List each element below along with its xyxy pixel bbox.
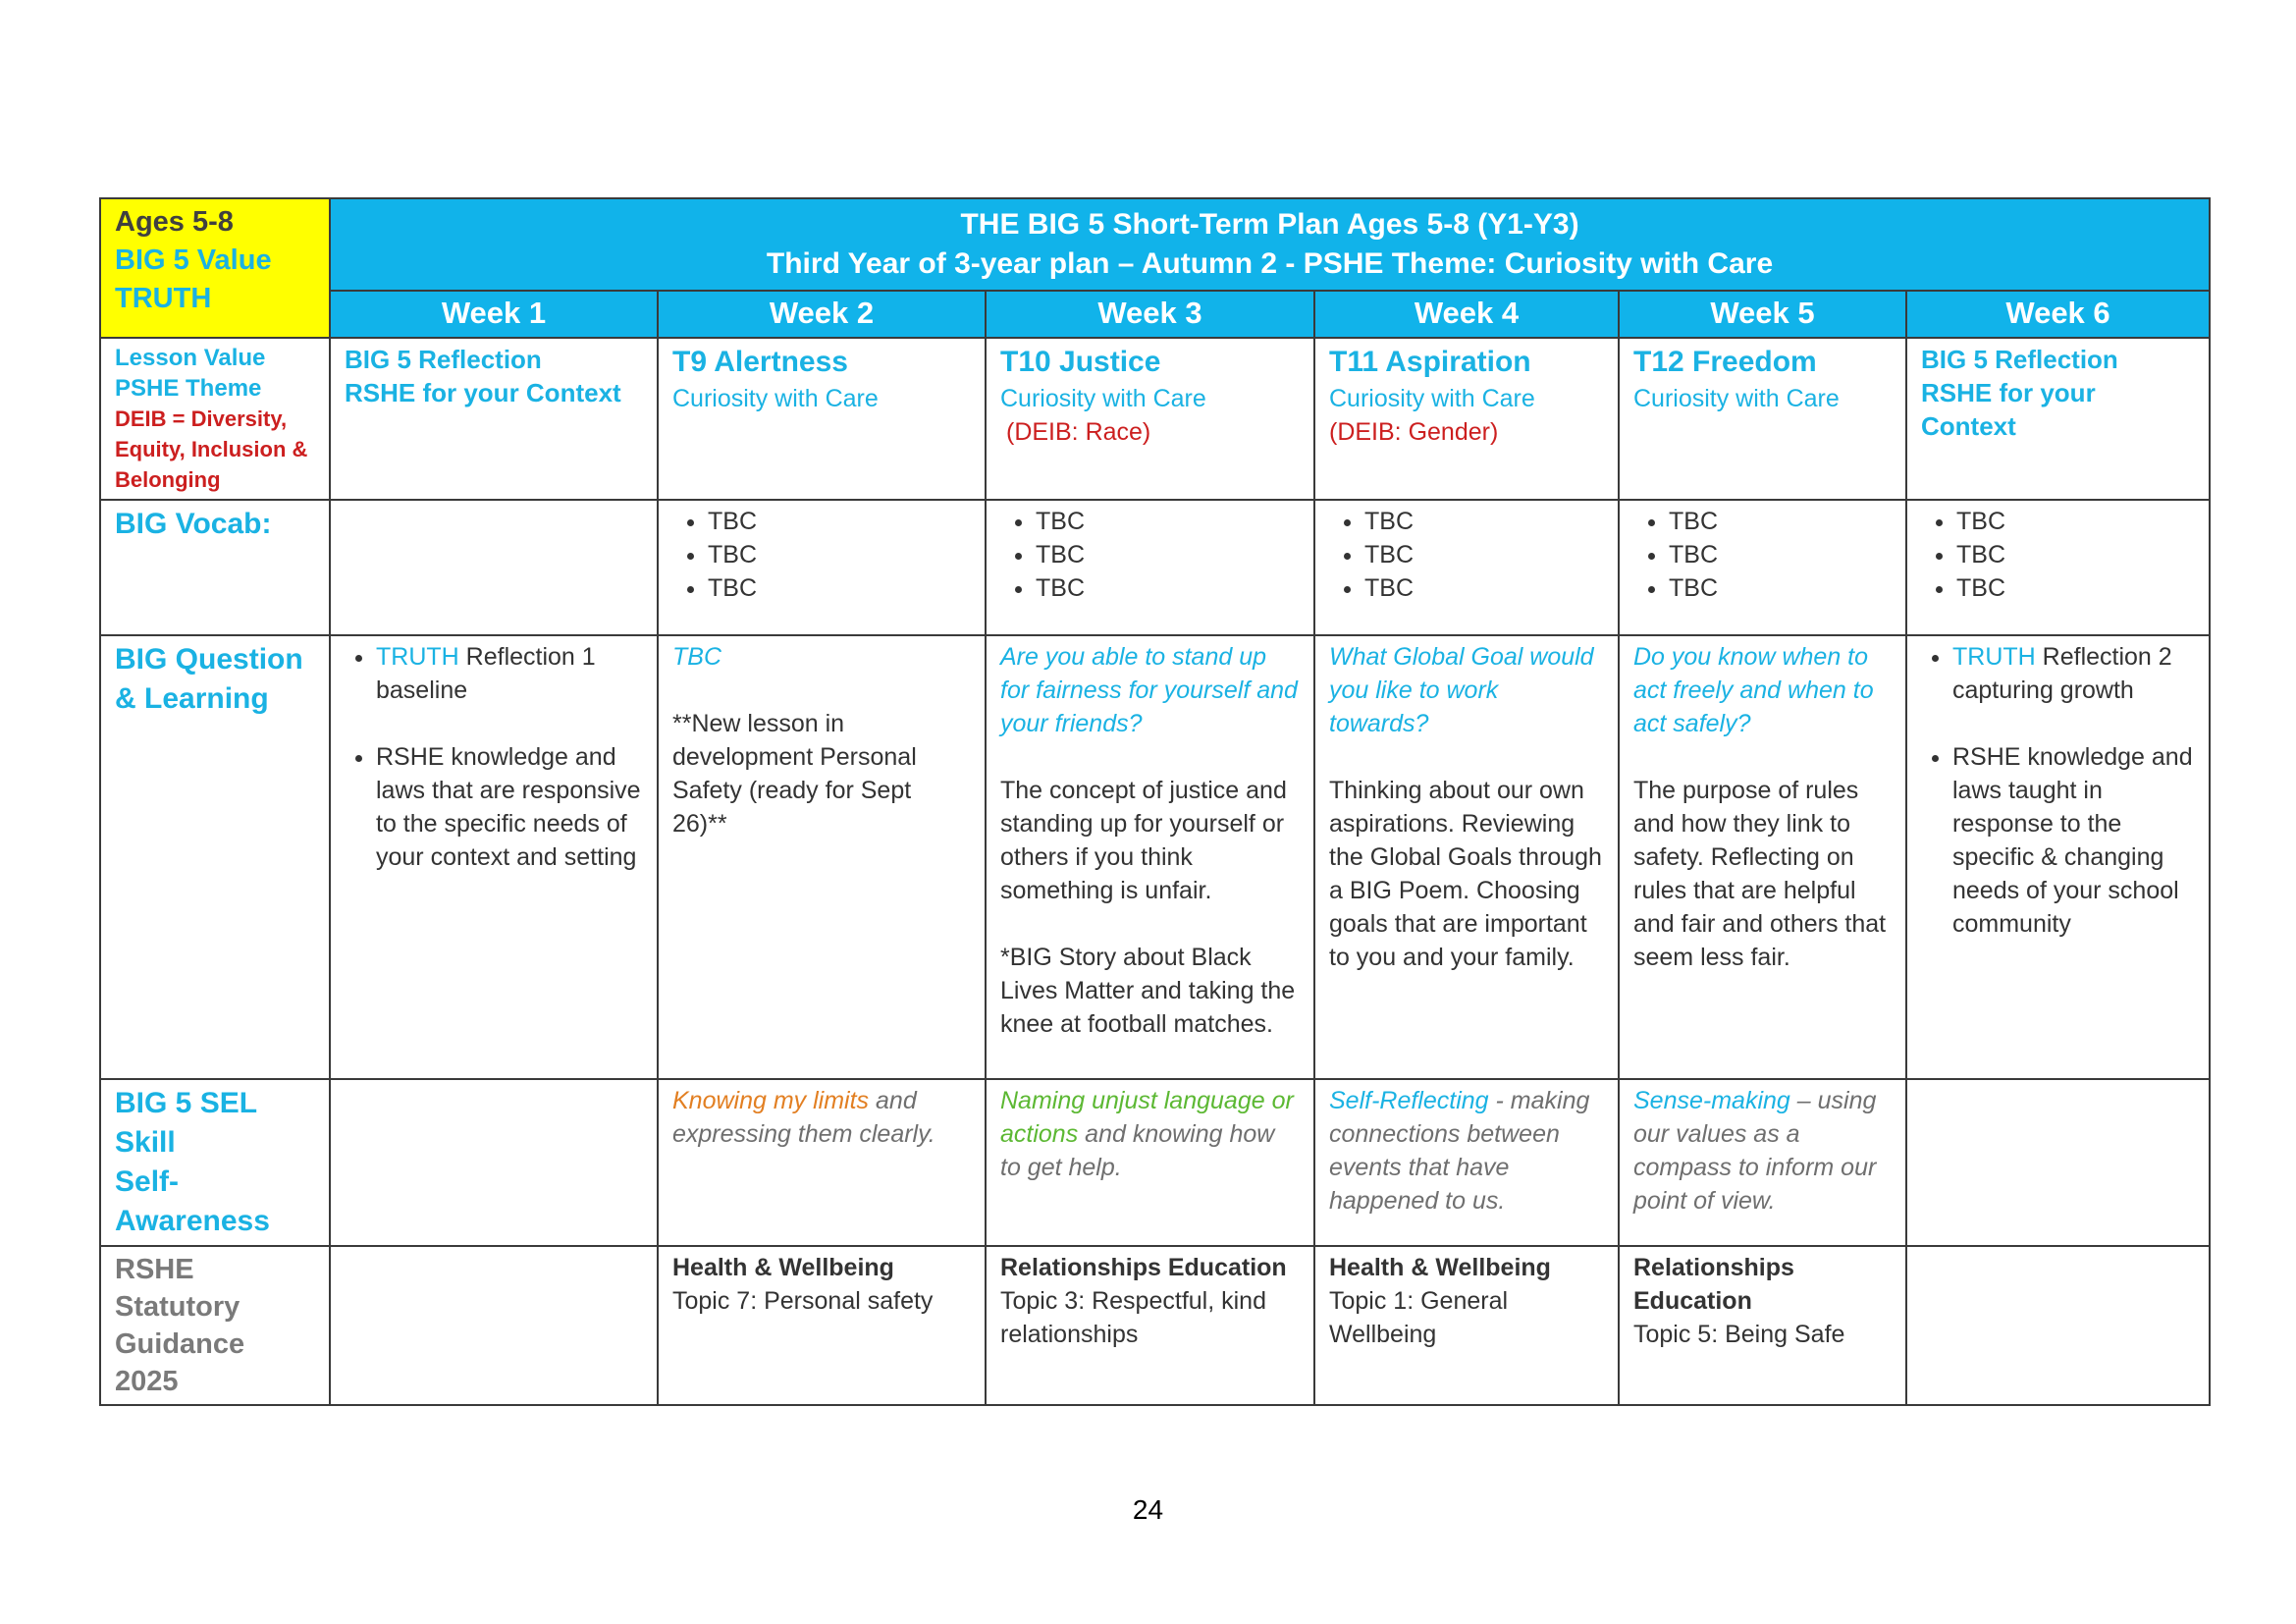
week-header-5: Week 5 [1619,291,1906,338]
vocab-item: • TBC [1956,538,2195,571]
sel-text: and expressing them clearly. [672,1087,935,1148]
lesson-week-2 [658,338,986,500]
short-term-plan-table [99,197,2211,1406]
learning-text: Thinking about our own aspirations. Reviewing the Global Goals through a BIG Poem. Choosing goals that are important to you and your family. [1329,777,1602,971]
rshe-week-2 [658,1246,986,1405]
vocab-item: • TBC [1036,571,1300,605]
rshe-topic: Topic 1: General Wellbeing [1329,1287,1509,1348]
value-label: BIG 5 Value [115,244,272,276]
rshe-topic: Topic 7: Personal safety [672,1287,934,1315]
lesson-title: T9 Alertness [672,346,848,378]
lesson-title: T10 Justice [1000,346,1161,378]
title-line-1: THE BIG 5 Short-Term Plan Ages 5-8 (Y1-Y3) [960,208,1579,241]
vocab-item: • TBC [1669,538,1892,571]
vocab-item: • TBC [708,538,971,571]
lesson-theme: Curiosity with Care [1329,385,1535,412]
list-item [1952,640,2195,707]
rshe-title: Relationships Education [1633,1254,1794,1315]
lesson-subtitle: RSHE for your Context [1921,378,2096,441]
lesson-subtitle: RSHE for your Context [345,378,621,407]
rshe-week-6 [1906,1246,2210,1405]
rshe-topic: Topic 5: Being Safe [1633,1321,1845,1348]
list-item: • RSHE knowledge and laws taught in response to the specific & changing needs of your school community [1952,740,2195,941]
vocab-week-3 [986,500,1314,635]
week-header-3: Week 3 [986,291,1314,338]
week-header-1: Week 1 [330,291,658,338]
question-week-4 [1314,635,1619,1079]
vocab-item: • TBC [1036,538,1300,571]
vocab-head: BIG Vocab: [100,500,330,635]
lesson-deib: (DEIB: Gender) [1329,418,1499,446]
pshe-theme-label: PSHE Theme [115,375,262,402]
sel-text: – using our values as a compass to inform our point of view. [1633,1087,1877,1215]
vocab-week-4 [1314,500,1619,635]
vocab-item: • TBC [1669,571,1892,605]
lesson-value-label: Lesson Value [115,345,266,371]
rshe-title: Health & Wellbeing [1329,1254,1551,1281]
lesson-title: BIG 5 Reflection [1921,345,2118,374]
vocab-item: • TBC [1956,571,2195,605]
vocab-list [1921,505,2195,605]
lesson-theme: Curiosity with Care [1633,385,1840,412]
sel-highlight: Self-Reflecting [1329,1087,1489,1114]
list-item-text: Reflection 2 capturing growth [1952,643,2172,704]
rshe-head: RSHE Statutory Guidance 2025 [100,1246,330,1405]
vocab-list [1329,505,1604,605]
vocab-item: • TBC [708,571,971,605]
sel-week-2 [658,1079,986,1246]
sel-text: and knowing how to get help. [1000,1120,1275,1181]
vocab-week-5 [1619,500,1906,635]
big-question: Do you know when to act freely and when to act safely? [1633,643,1874,737]
lesson-theme: Curiosity with Care [672,385,879,412]
development-note: **New lesson in development Personal Safety (ready for Sept 26)** [672,710,917,838]
sel-text: - making connections between events that have happened to us. [1329,1087,1590,1215]
big-question: Are you able to stand up for fairness for yourself and your friends? [1000,643,1298,737]
lesson-title: T11 Aspiration [1329,346,1531,378]
vocab-item: • TBC [708,505,971,538]
title-line-2: Third Year of 3-year plan – Autumn 2 - PSHE Theme: Curiosity with Care [766,247,1774,280]
value-highlight: TRUTH [376,643,459,671]
vocab-list [1633,505,1892,605]
rshe-title: Relationships Education [1000,1254,1287,1281]
deib-definition: DEIB = Diversity, Equity, Inclusion & Belonging [115,406,308,492]
lesson-week-5 [1619,338,1906,500]
lesson-week-3 [986,338,1314,500]
lesson-title: BIG 5 Reflection [345,345,542,374]
vocab-week-6 [1906,500,2210,635]
lesson-week-4 [1314,338,1619,500]
rshe-week-3 [986,1246,1314,1405]
rshe-week-1 [330,1246,658,1405]
question-head: BIG Question & Learning [100,635,330,1079]
vocab-item: • TBC [1669,505,1892,538]
corner-cell [100,198,330,338]
rshe-topic: Topic 3: Respectful, kind relationships [1000,1287,1266,1348]
vocab-item: • TBC [1036,505,1300,538]
page-number: 24 [1132,1494,1164,1525]
sel-week-3 [986,1079,1314,1246]
list-item-text: Reflection 1 baseline [376,643,596,704]
plan-title [330,198,2210,291]
week-header-4: Week 4 [1314,291,1619,338]
vocab-item: • TBC [1956,505,2195,538]
rshe-week-5 [1619,1246,1906,1405]
list-item [376,640,643,707]
lesson-theme: Curiosity with Care [1000,385,1206,412]
question-week-1 [330,635,658,1079]
week-header-2: Week 2 [658,291,986,338]
vocab-list [672,505,971,605]
question-week-2 [658,635,986,1079]
lesson-value-head [100,338,330,500]
sel-highlight: Naming unjust language or actions [1000,1087,1294,1148]
big-story: *BIG Story about Black Lives Matter and taking the knee at football matches. [1000,944,1296,1038]
sel-highlight: Knowing my limits [672,1087,870,1114]
question-week-5 [1619,635,1906,1079]
vocab-week-1 [330,500,658,635]
rshe-title: Health & Wellbeing [672,1254,894,1281]
vocab-list [1000,505,1300,605]
question-week-3 [986,635,1314,1079]
lesson-deib: (DEIB: Race) [1006,418,1151,446]
sel-week-5 [1619,1079,1906,1246]
sel-title: BIG 5 SEL Skill [115,1087,257,1159]
lesson-week-6 [1906,338,2210,500]
vocab-item: • TBC [1364,538,1604,571]
sel-subtitle: Self-Awareness [115,1165,270,1237]
value-name: TRUTH [115,283,212,314]
sel-week-1 [330,1079,658,1246]
sel-week-6 [1906,1079,2210,1246]
big-question: TBC [672,643,721,671]
question-list [345,640,643,874]
ages-label: Ages 5-8 [115,206,234,238]
value-highlight: TRUTH [1952,643,2036,671]
lesson-title: T12 Freedom [1633,346,1817,378]
learning-text: The purpose of rules and how they link to safety. Reflecting on rules that are helpful and fair and others that seem less fair. [1633,777,1887,971]
big-question: What Global Goal would you like to work towards? [1329,643,1594,737]
rshe-week-4 [1314,1246,1619,1405]
question-list [1921,640,2195,941]
sel-week-4 [1314,1079,1619,1246]
vocab-item: • TBC [1364,571,1604,605]
sel-head [100,1079,330,1246]
question-week-6 [1906,635,2210,1079]
list-item: • RSHE knowledge and laws that are responsive to the specific needs of your context and setting [376,740,643,874]
sel-highlight: Sense-making [1633,1087,1790,1114]
vocab-week-2 [658,500,986,635]
learning-text: The concept of justice and standing up for yourself or others if you think something is unfair. [1000,777,1287,904]
lesson-week-1 [330,338,658,500]
week-header-6: Week 6 [1906,291,2210,338]
vocab-item: • TBC [1364,505,1604,538]
